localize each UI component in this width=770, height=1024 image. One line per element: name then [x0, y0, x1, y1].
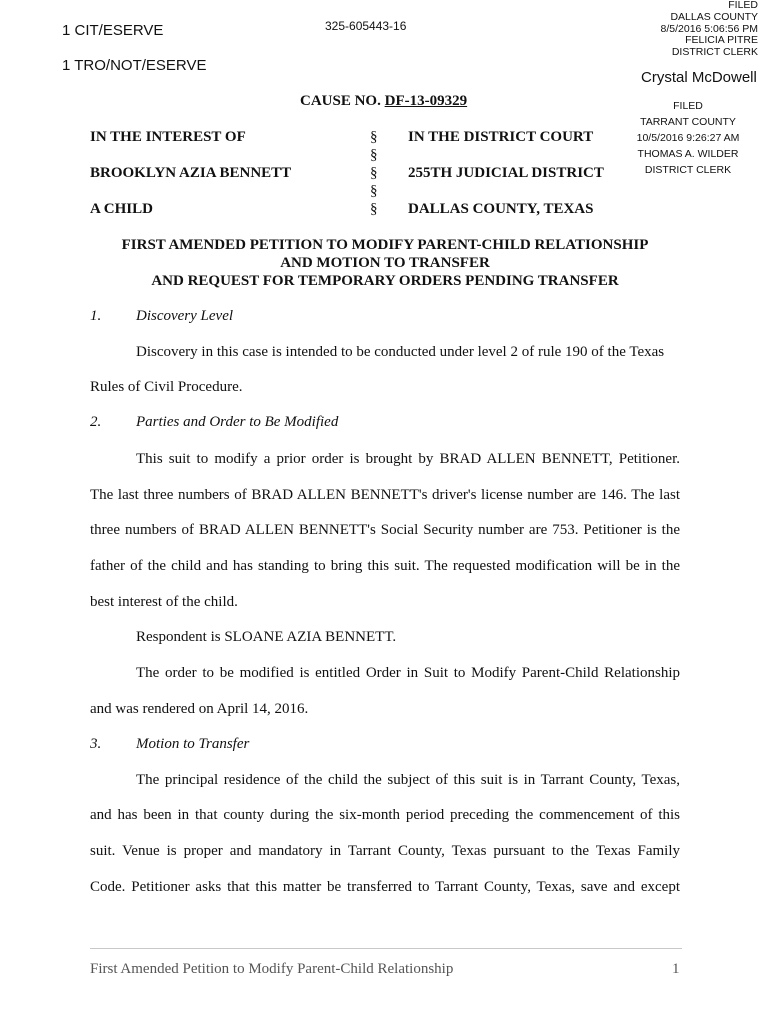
order-line: The order to be modified is entitled Order in Suit to Modify Parent-Child Relationship: [136, 665, 680, 681]
section-mark: §: [370, 183, 378, 199]
section-number: 2.: [90, 414, 102, 430]
stamp-line: FELICIA PITRE: [685, 34, 758, 47]
parties-line: father of the child and has standing to bring this suit. The requested modification will be in the: [90, 558, 680, 574]
respondent-line: Respondent is SLOANE AZIA BENNETT.: [136, 629, 397, 645]
dallas-filing-stamp: [661, 0, 759, 59]
transfer-line: The principal residence of the child the subject of this suit is in Tarrant County, Texas,: [136, 772, 680, 788]
stamp-line: TARRANT COUNTY: [640, 116, 736, 128]
stamp-line: DISTRICT CLERK: [644, 164, 732, 176]
transfer-line: suit. Venue is proper and mandatory in Tarrant County, Texas pursuant to the Texas Family: [90, 843, 680, 859]
service-note-citation: 1 CIT/ESERVE: [62, 22, 164, 39]
footer-divider: [90, 948, 682, 949]
discovery-line: Rules of Civil Procedure.: [90, 379, 243, 395]
transfer-line: Code. Petitioner asks that this matter be transferred to Tarrant County, Texas, save and except: [90, 879, 680, 895]
stamp-line: DALLAS COUNTY: [670, 10, 758, 23]
document-number: 325-605443-16: [325, 19, 407, 33]
stamp-line: DISTRICT CLERK: [671, 46, 758, 59]
stamp-line: FILED: [728, 0, 758, 11]
section-heading-parties: Parties and Order to Be Modified: [136, 414, 339, 430]
caption-left-3: A CHILD: [90, 201, 153, 217]
parties-line: This suit to modify a prior order is brought by BRAD ALLEN BENNETT, Petitioner.: [136, 451, 680, 467]
section-number: 3.: [90, 736, 102, 752]
caption-right-1: IN THE DISTRICT COURT: [408, 129, 594, 145]
stamp-line: 8/5/2016 5:06:56 PM: [660, 22, 758, 35]
parties-line: The last three numbers of BRAD ALLEN BENNETT's driver's license number are 146. The last: [90, 487, 680, 503]
title-line: AND REQUEST FOR TEMPORARY ORDERS PENDING TRANSFER: [151, 273, 619, 289]
service-note-tro: 1 TRO/NOT/ESERVE: [62, 57, 207, 74]
section-mark: §: [370, 165, 378, 181]
parties-line: best interest of the child.: [90, 594, 238, 610]
section-heading-transfer: Motion to Transfer: [136, 736, 250, 752]
cause-label: CAUSE NO.: [300, 93, 381, 109]
caption-left-1: IN THE INTEREST OF: [90, 129, 246, 145]
cause-number: [300, 93, 467, 110]
transfer-line: and has been in that county during the six-month period preceding the commencement of this: [90, 807, 680, 823]
footer-title: First Amended Petition to Modify Parent-Child Relationship: [90, 961, 454, 977]
stamp-line: FILED: [673, 100, 703, 112]
section-number: 1.: [90, 308, 102, 324]
order-line: and was rendered on April 14, 2016.: [90, 701, 309, 717]
page-number: 1: [672, 961, 680, 977]
document-title: [0, 236, 770, 290]
parties-line: three numbers of BRAD ALLEN BENNETT's Social Security number are 753. Petitioner is the: [90, 522, 680, 538]
stamp-line: THOMAS A. WILDER: [637, 148, 739, 160]
clerk-name: Crystal McDowell: [641, 69, 757, 86]
title-line: AND MOTION TO TRANSFER: [280, 255, 490, 271]
section-mark: §: [370, 201, 378, 217]
stamp-line: 10/5/2016 9:26:27 AM: [636, 132, 740, 144]
caption-left-2: BROOKLYN AZIA BENNETT: [90, 165, 292, 181]
caption-right-2: 255TH JUDICIAL DISTRICT: [408, 165, 604, 181]
cause-number-value: DF-13-09329: [384, 93, 468, 109]
discovery-line: Discovery in this case is intended to be conducted under level 2 of rule 190 of the Texas: [136, 344, 665, 360]
caption-right-3: DALLAS COUNTY, TEXAS: [408, 201, 594, 217]
tarrant-filing-stamp: [628, 98, 748, 178]
section-mark: §: [370, 129, 378, 145]
section-heading-discovery: Discovery Level: [136, 308, 234, 324]
section-mark: §: [370, 147, 378, 163]
title-line: FIRST AMENDED PETITION TO MODIFY PARENT-CHILD RELATIONSHIP: [121, 237, 649, 253]
